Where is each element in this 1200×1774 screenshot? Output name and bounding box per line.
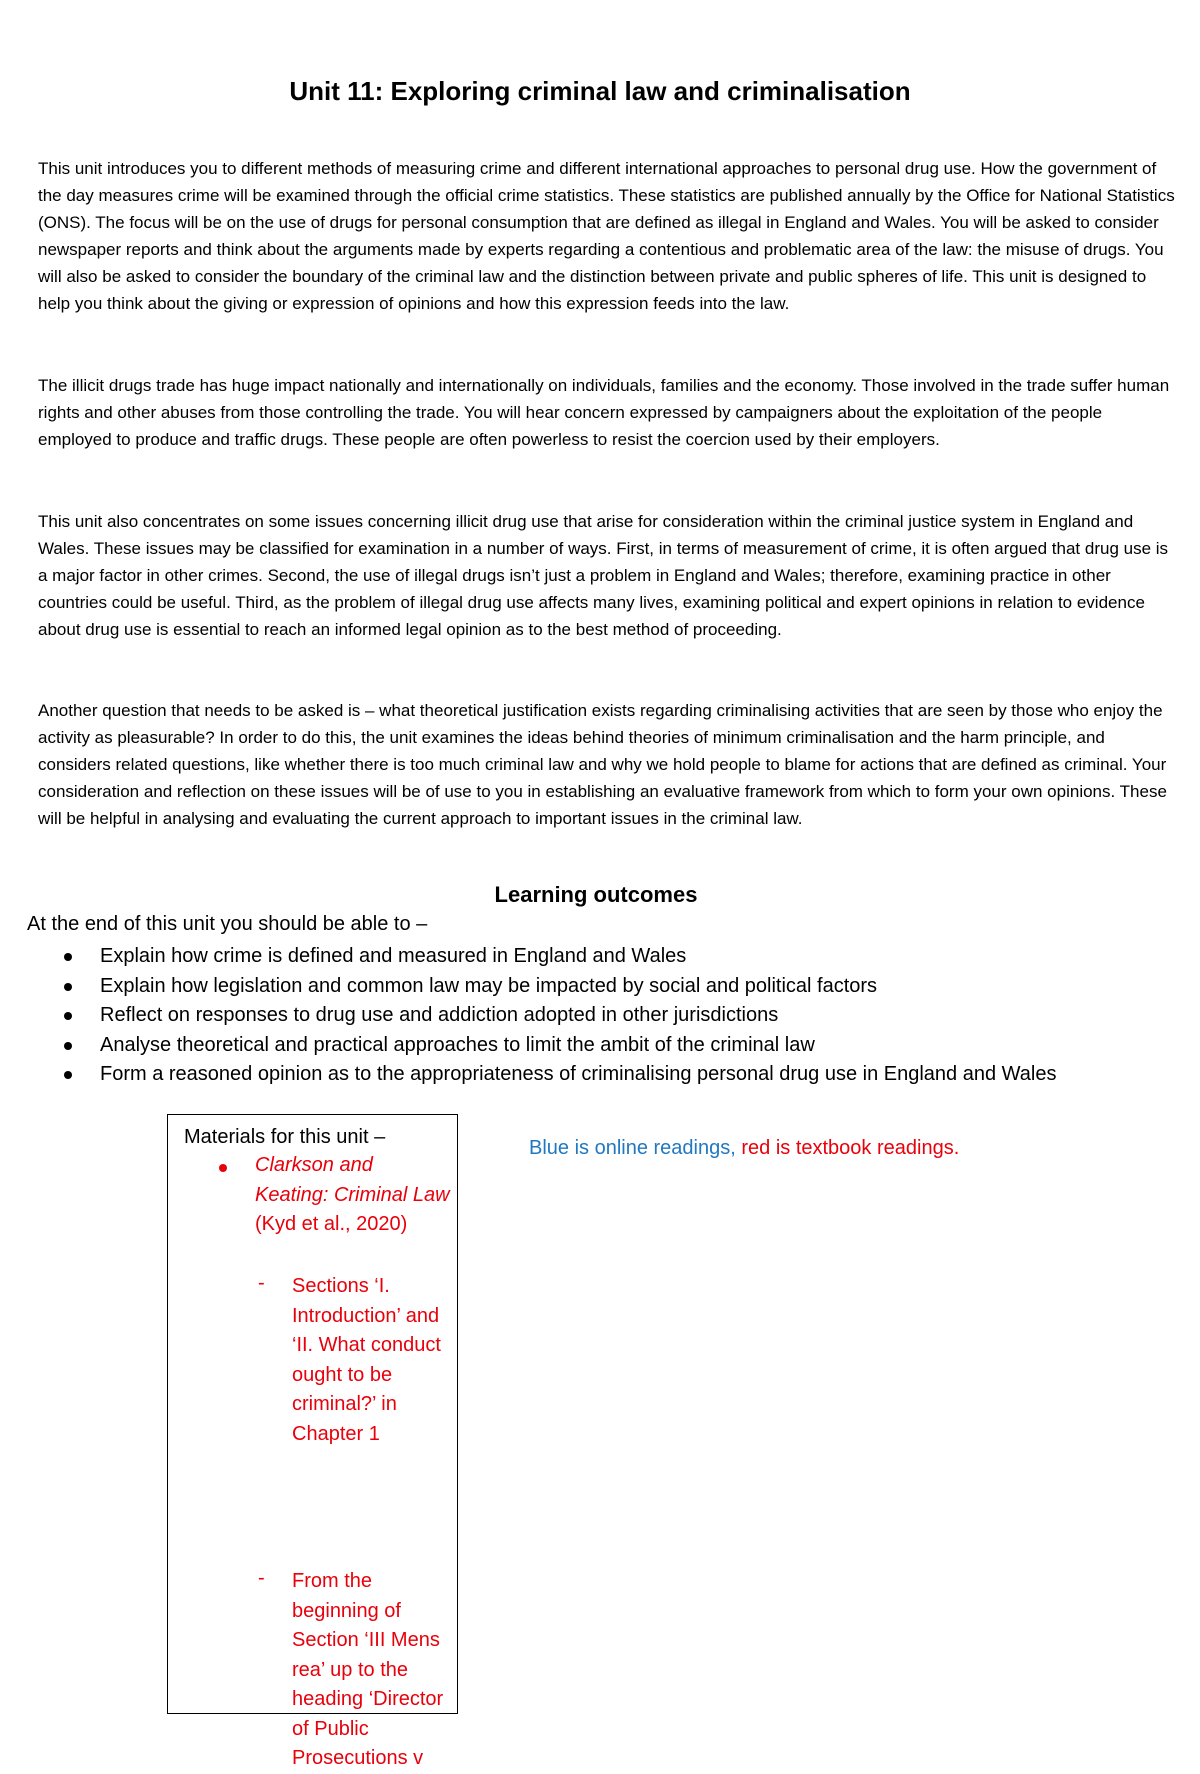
- reading-section: Sections ‘I. Introduction’ and ‘II. What conduct ought to be criminal?’ in Chapter 1: [292, 1275, 441, 1445]
- intro-paragraph: This unit introduces you to different methods of measuring crime and different international approaches to personal drug use. How the government of the day measures crime will be examined through the official crime statistics. These statistics are published annually by the Office for National Statistics (ONS). The focus will be on the use of drugs for personal consumption that are defined as illegal in England and Wales. You will be asked to consider newspaper reports and think about the arguments made by experts regarding a contentious and problematic area of the law: the misuse of drugs. You will also be asked to consider the boundary of the criminal law and the distinction between private and public spheres of life. This unit is designed to help you think about the giving or expression of opinions and how this expression feeds into the law.: [38, 159, 1175, 313]
- textbook-title: Clarkson and Keating: Criminal Law: [255, 1154, 450, 1206]
- outcome-text: Form a reasoned opinion as to the appropriateness of criminalising personal drug use in England and Wales: [100, 1063, 1057, 1085]
- bullet-icon: [64, 953, 72, 961]
- issues-paragraph: This unit also concentrates on some issues concerning illicit drug use that arise for consideration within the criminal justice system in England and Wales. These issues may be classified for examination in a number of ways. First, in terms of measurement of crime, it is often argued that drug use is a major factor in other crimes. Second, the use of illegal drugs isn’t just a problem in England and Wales; therefore, examining practice in other countries could be useful. Third, as the problem of illegal drug use affects many lives, examining political and expert opinions in relation to evidence about drug use is essential to reach an informed legal opinion as to the best method of proceeding.: [38, 512, 1169, 639]
- materials-box: [167, 1114, 458, 1769]
- dash-icon: -: [258, 1272, 265, 1294]
- list-item: [60, 972, 1056, 1002]
- textbook-reference: [255, 1151, 450, 1240]
- list-item: [60, 1001, 1056, 1031]
- textbook-readings-key: red is textbook readings.: [741, 1137, 960, 1159]
- learning-outcomes-intro: At the end of this unit you should be able to –: [27, 913, 428, 935]
- bullet-icon: [64, 983, 72, 991]
- list-item: [60, 1031, 1056, 1061]
- materials-title: Materials for this unit –: [184, 1126, 386, 1148]
- textbook-citation: (Kyd et al., 2020): [255, 1213, 408, 1235]
- bullet-icon: [219, 1164, 227, 1172]
- page-title: Unit 11: Exploring criminal law and criminalisation: [289, 76, 911, 106]
- color-key-note: [529, 1137, 959, 1160]
- bullet-icon: [64, 1071, 72, 1079]
- drugs-trade-paragraph: The illicit drugs trade has huge impact nationally and internationally on individuals, families and the economy. Those involved in the trade suffer human rights and other abuses from those controlling the trade. You will hear concern expressed by campaigners about the exploitation of the people employed to produce and traffic drugs. These people are often powerless to resist the coercion used by their employers.: [38, 376, 1170, 449]
- outcome-text: Analyse theoretical and practical approaches to limit the ambit of the criminal law: [100, 1033, 815, 1056]
- outcome-text: Reflect on responses to drug use and addiction adopted in other jurisdictions: [100, 1004, 779, 1026]
- bullet-icon: [64, 1012, 72, 1020]
- outcome-text: Explain how crime is defined and measured in England and Wales: [100, 945, 687, 967]
- list-item: [60, 1060, 1056, 1090]
- dash-icon: -: [258, 1567, 265, 1589]
- learning-outcomes-heading: Learning outcomes: [494, 882, 698, 907]
- bullet-icon: [64, 1042, 72, 1050]
- learning-outcomes-list: [60, 942, 1056, 1090]
- reading-section: From the beginning of Section ‘III Mens rea’ up to the heading ‘Director of Public Prosecutions v: [292, 1570, 444, 1769]
- online-readings-key: Blue is online readings,: [529, 1137, 742, 1159]
- outcome-text: Explain how legislation and common law may be impacted by social and political factors: [100, 974, 878, 997]
- list-item: [60, 942, 1056, 972]
- theory-paragraph: Another question that needs to be asked is – what theoretical justification exists regarding criminalising activities that are seen by those who enjoy the activity as pleasurable? In order to do this, the unit examines the ideas behind theories of minimum criminalisation and the harm principle, and considers related questions, like whether there is too much criminal law and why we hold people to blame for actions that are defined as criminal. Your consideration and reflection on these issues will be of use to you in establishing an evaluative framework from which to form your own opinions. These will be helpful in analysing and evaluating the current approach to important issues in the criminal law.: [38, 701, 1167, 828]
